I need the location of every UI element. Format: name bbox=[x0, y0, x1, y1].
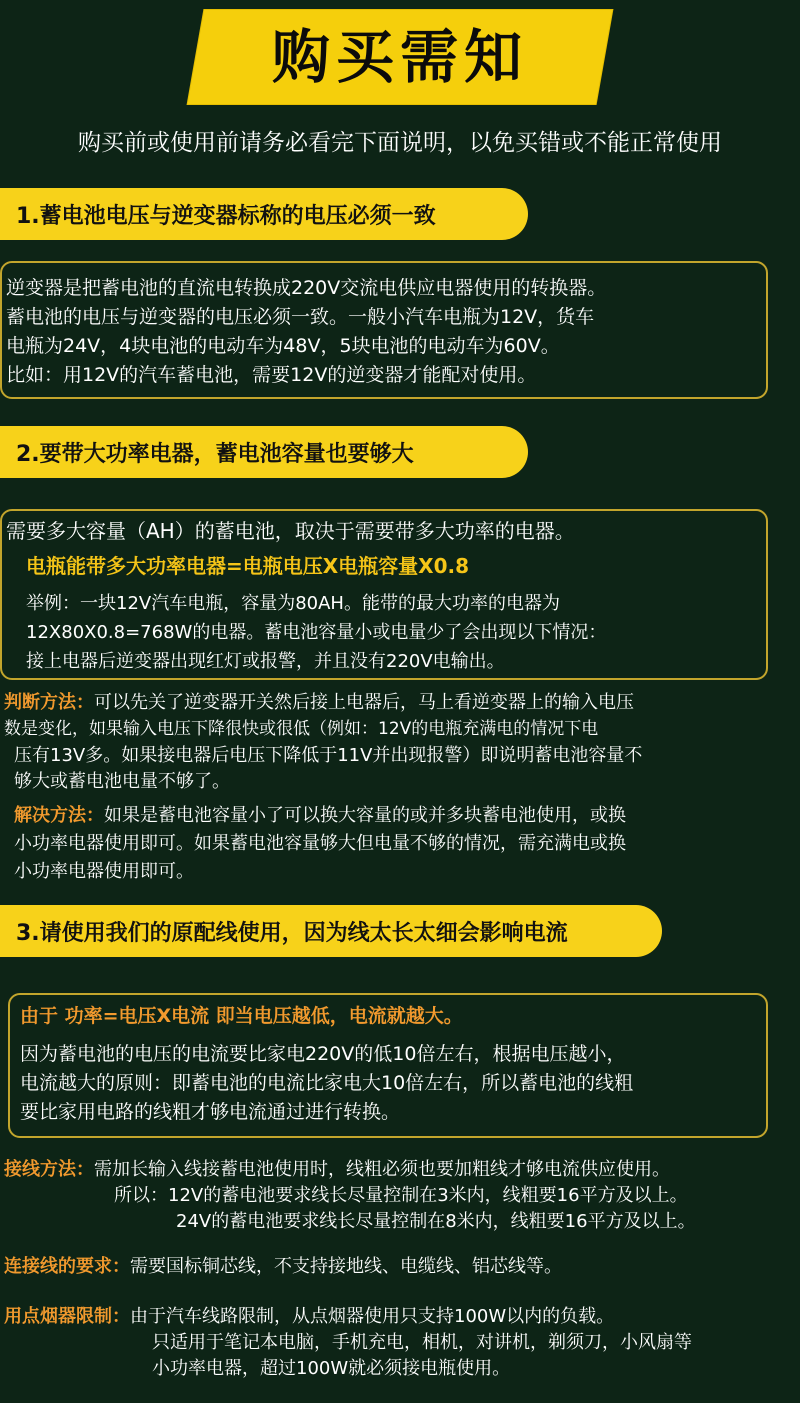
section1-box bbox=[0, 261, 768, 399]
solve-first-line bbox=[14, 805, 626, 828]
section2-example-line: 接上电器后逆变器出现红灯或报警，并且没有220V电输出。 bbox=[26, 651, 505, 672]
lighter-line: 小功率电器，超过100W就必须接电瓶使用。 bbox=[152, 1358, 511, 1379]
section1-heading: 1.蓄电池电压与逆变器标称的电压必须一致 bbox=[0, 188, 528, 240]
wiring-line: 需加长输入线接蓄电池使用时，线粗必须也要加粗线才够电流供应使用。 bbox=[94, 1159, 670, 1180]
solve-line: 如果是蓄电池容量小了可以换大容量的或并多块蓄电池使用，或换 bbox=[104, 805, 626, 826]
section2-intro: 需要多大容量（AH）的蓄电池，取决于需要带多大功率的电器。 bbox=[6, 519, 575, 543]
lighter-line: 由于汽车线路限制，从点烟器使用只支持100W以内的负载。 bbox=[130, 1306, 615, 1327]
section1-line: 比如：用12V的汽车蓄电池，需要12V的逆变器才能配对使用。 bbox=[6, 364, 537, 386]
section3-line: 因为蓄电池的电压的电流要比家电220V的低10倍左右，根据电压越小， bbox=[20, 1043, 626, 1065]
cable-label: 连接线的要求： bbox=[4, 1256, 130, 1277]
wiring-line: 所以：12V的蓄电池要求线长尽量控制在3米内，线粗要16平方及以上。 bbox=[114, 1185, 688, 1206]
judge-line: 可以先关了逆变器开关然后接上电器后，马上看逆变器上的输入电压 bbox=[94, 692, 634, 713]
section3-line: 要比家用电路的线粗才够电流通过进行转换。 bbox=[20, 1101, 401, 1123]
section2-example-line: 12X80X0.8=768W的电器。蓄电池容量小或电量少了会出现以下情况： bbox=[26, 622, 607, 643]
section3-heading: 3.请使用我们的原配线使用，因为线太长太细会影响电流 bbox=[0, 905, 662, 957]
page-title: 购买需知 bbox=[271, 23, 528, 91]
judge-line: 数是变化，如果输入电压下降很快或很低（例如：12V的电瓶充满电的情况下电 bbox=[4, 719, 599, 739]
solve-line: 小功率电器使用即可。如果蓄电池容量够大但电量不够的情况，需充满电或换 bbox=[14, 833, 626, 854]
page-subtitle: 购买前或使用前请务必看完下面说明，以免买错或不能正常使用 bbox=[78, 130, 722, 156]
section3-line: 电流越大的原则：即蓄电池的电流比家电大10倍左右，所以蓄电池的线粗 bbox=[20, 1072, 634, 1094]
section2-box bbox=[0, 509, 768, 680]
lighter-label: 用点烟器限制： bbox=[4, 1306, 130, 1327]
judge-label: 判断方法： bbox=[4, 692, 94, 713]
cable-requirement-line bbox=[4, 1256, 562, 1279]
wiring-first-line bbox=[4, 1159, 670, 1182]
solve-label: 解决方法： bbox=[14, 805, 104, 826]
section2-example-line: 举例：一块12V汽车电瓶，容量为80AH。能带的最大功率的电器为 bbox=[26, 593, 560, 614]
section2-formula: 电瓶能带多大功率电器=电瓶电压X电瓶容量X0.8 bbox=[26, 554, 470, 578]
judge-first-line bbox=[4, 692, 634, 715]
section1-line: 逆变器是把蓄电池的直流电转换成220V交流电供应电器使用的转换器。 bbox=[6, 277, 607, 299]
wiring-label: 接线方法： bbox=[4, 1159, 94, 1180]
judge-line: 压有13V多。如果接电器后电压下降低于11V并出现报警）即说明蓄电池容量不 bbox=[14, 745, 643, 766]
section3-box bbox=[8, 993, 768, 1138]
cable-text: 需要国标铜芯线，不支持接地线、电缆线、铝芯线等。 bbox=[130, 1256, 562, 1277]
section1-line: 蓄电池的电压与逆变器的电压必须一致。一般小汽车电瓶为12V，货车 bbox=[6, 306, 595, 328]
judge-line: 够大或蓄电池电量不够了。 bbox=[14, 771, 230, 792]
wiring-line: 24V的蓄电池要求线长尽量控制在8米内，线粗要16平方及以上。 bbox=[176, 1211, 696, 1232]
lighter-line: 只适用于笔记本电脑，手机充电，相机，对讲机，剃须刀，小风扇等 bbox=[152, 1332, 692, 1353]
lighter-first-line bbox=[4, 1306, 614, 1329]
solve-line: 小功率电器使用即可。 bbox=[14, 861, 194, 882]
section3-highlight: 由于 功率=电压X电流 即当电压越低，电流就越大。 bbox=[20, 1005, 463, 1027]
section1-line: 电瓶为24V，4块电池的电动车为48V，5块电池的电动车为60V。 bbox=[6, 335, 560, 357]
section2-heading: 2.要带大功率电器，蓄电池容量也要够大 bbox=[0, 426, 528, 478]
